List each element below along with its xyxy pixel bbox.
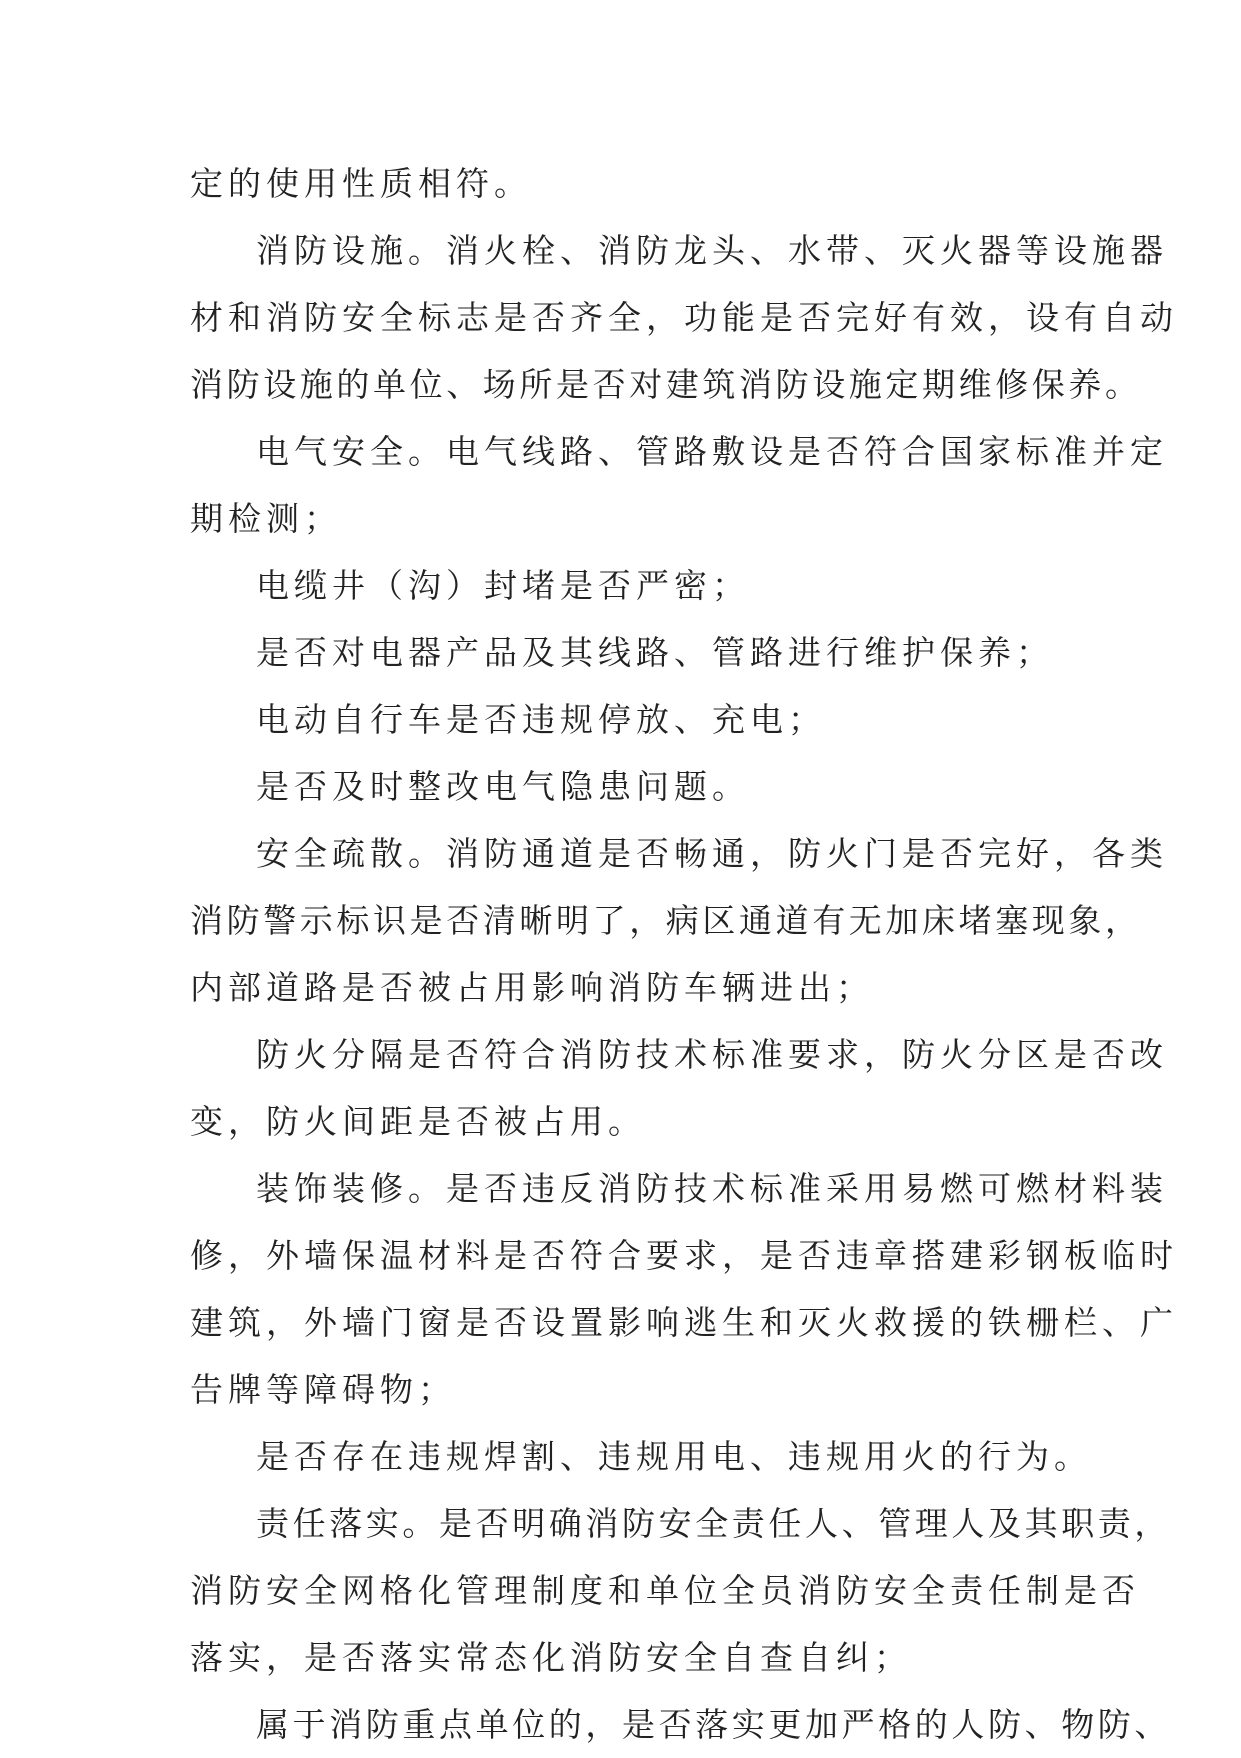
text-line-8: 是否对电器产品及其线路、管路进行维护保养； — [256, 633, 1054, 672]
text-line-9: 电动自行车是否违规停放、充电； — [256, 700, 826, 739]
text-line-11: 安全疏散。消防通道是否畅通，防火门是否完好，各类 — [256, 834, 1168, 873]
text-line-3: 材和消防安全标志是否齐全，功能是否完好有效，设有自动 — [190, 298, 1178, 337]
text-line-18: 建筑，外墙门窗是否设置影响逃生和灭火救援的铁栅栏、广 — [190, 1303, 1178, 1342]
text-line-20: 是否存在违规焊割、违规用电、违规用火的行为。 — [256, 1437, 1092, 1476]
text-line-6: 期检测； — [190, 499, 342, 538]
text-line-14: 防火分隔是否符合消防技术标准要求，防火分区是否改 — [256, 1035, 1168, 1074]
text-line-22: 消防安全网格化管理制度和单位全员消防安全责任制是否 — [190, 1571, 1140, 1610]
text-line-7: 电缆井（沟）封堵是否严密； — [256, 566, 750, 605]
text-line-23: 落实，是否落实常态化消防安全自查自纠； — [190, 1638, 912, 1677]
text-line-15: 变，防火间距是否被占用。 — [190, 1102, 646, 1141]
text-line-1: 定的使用性质相符。 — [190, 164, 532, 203]
text-line-2: 消防设施。消火栓、消防龙头、水带、灭火器等设施器 — [256, 231, 1168, 270]
text-line-12: 消防警示标识是否清晰明了，病区通道有无加床堵塞现象， — [190, 901, 1142, 940]
text-line-5: 电气安全。电气线路、管路敷设是否符合国家标准并定 — [256, 432, 1168, 471]
text-line-16: 装饰装修。是否违反消防技术标准采用易燃可燃材料装 — [256, 1169, 1168, 1208]
text-line-24: 属于消防重点单位的，是否落实更加严格的人防、物防、 — [256, 1705, 1171, 1744]
document-body — [190, 150, 1178, 1758]
text-line-19: 告牌等障碍物； — [190, 1370, 456, 1409]
text-line-4: 消防设施的单位、场所是否对建筑消防设施定期维修保养。 — [190, 365, 1142, 404]
text-line-17: 修，外墙保温材料是否符合要求，是否违章搭建彩钢板临时 — [190, 1236, 1178, 1275]
text-line-21: 责任落实。是否明确消防安全责任人、管理人及其职责， — [256, 1504, 1171, 1543]
text-line-10: 是否及时整改电气隐患问题。 — [256, 767, 750, 806]
text-line-13: 内部道路是否被占用影响消防车辆进出； — [190, 968, 874, 1007]
